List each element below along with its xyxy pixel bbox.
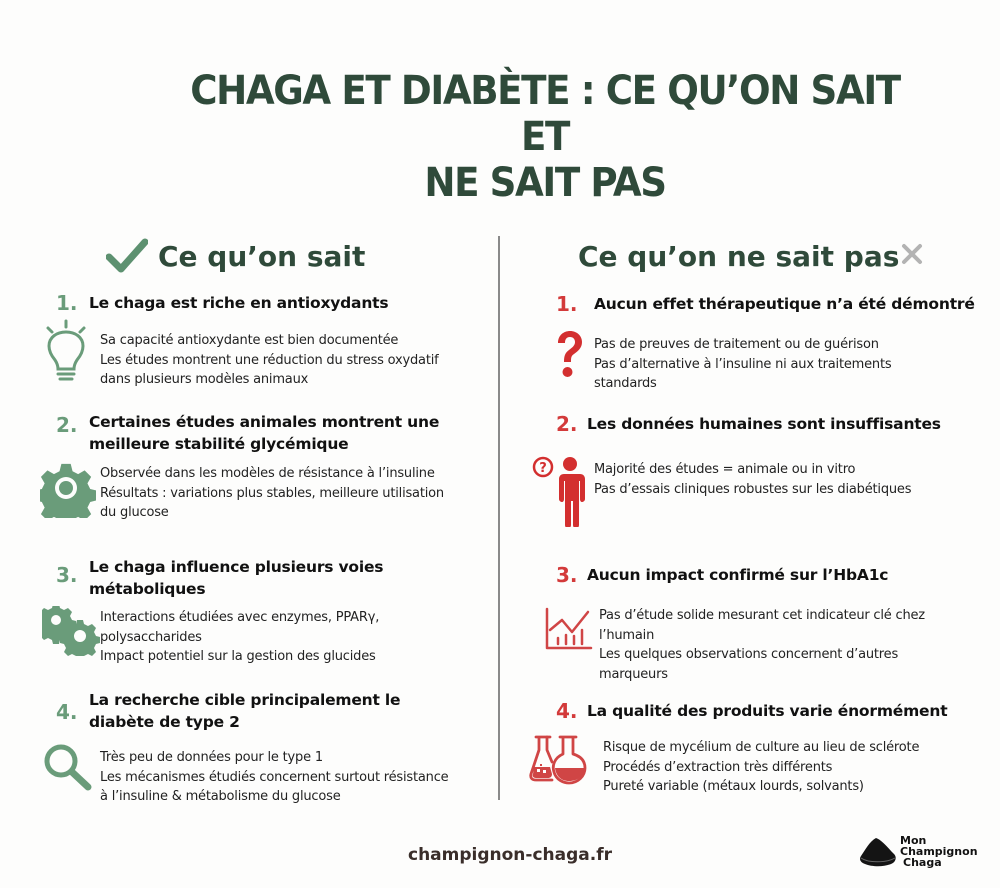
magnifier-icon — [42, 742, 94, 792]
item-title: Aucun effet thérapeutique n’a été démontré — [594, 295, 975, 313]
item-title: La qualité des produits varie énormément — [587, 702, 948, 720]
description-line: l’humain — [599, 627, 655, 643]
item-title — [89, 556, 383, 600]
website-url: champignon-chaga.fr — [408, 845, 612, 865]
description-line: Pas de preuves de traitement ou de guérison — [594, 337, 879, 352]
description-line: dans plusieurs modèles animaux — [100, 372, 309, 387]
chart-icon — [544, 606, 594, 652]
item-number: 4. — [556, 699, 578, 723]
description-line: marqueurs — [599, 666, 668, 682]
description-line: Les études montrent une réduction du stress oxydatif — [100, 352, 439, 368]
title-line-1: CHAGA ET DIABÈTE : CE QU’ON SAIT ET — [190, 68, 900, 160]
item-number: 3. — [56, 563, 78, 587]
unknown-item-2 — [556, 412, 986, 442]
known-item-1-description — [100, 331, 439, 390]
item-number: 2. — [56, 413, 78, 437]
person-question-icon — [532, 455, 588, 527]
item-title: Aucun impact confirmé sur l’HbA1c — [587, 566, 889, 584]
unknown-heading-text: Ce qu’on ne sait pas — [578, 239, 900, 273]
known-item-4 — [56, 688, 486, 738]
brand-name — [900, 835, 978, 868]
known-item-3-description — [100, 608, 379, 667]
title-line: meilleure stabilité glycémique — [89, 435, 349, 453]
item-number: 3. — [556, 563, 578, 587]
description-line: Procédés d’extraction très différents — [603, 759, 833, 775]
title-line: métaboliques — [89, 580, 206, 598]
flasks-icon — [528, 734, 588, 786]
description-line: du glucose — [100, 505, 169, 520]
item-number: 1. — [556, 292, 578, 316]
known-heading-text: Ce qu’on sait — [158, 239, 366, 273]
item-title: Le chaga est riche en antioxydants — [89, 294, 389, 312]
brand-line: Mon — [900, 834, 927, 847]
item-title — [89, 411, 439, 455]
item-number: 1. — [56, 291, 78, 315]
known-item-2 — [56, 410, 486, 460]
description-line: Pas d’alternative à l’insuline ni aux traitements — [594, 356, 892, 372]
svg-text:?: ? — [539, 461, 547, 476]
description-line: Interactions étudiées avec enzymes, PPARγ, — [100, 610, 380, 625]
item-number: 2. — [556, 412, 578, 436]
description-line: Majorité des études = animale ou in vitro — [594, 462, 856, 477]
description-line: Les quelques observations concernent d’autres — [599, 647, 899, 662]
unknown-item-1-description — [594, 335, 891, 394]
question-mark-icon — [554, 330, 584, 380]
known-item-3 — [56, 555, 486, 605]
description-line: Pas d’essais cliniques robustes sur les diabétiques — [594, 481, 912, 497]
description-line: Résultats : variations plus stables, meilleure utilisation — [100, 485, 444, 501]
known-item-4-description — [100, 748, 448, 807]
unknown-item-3-description — [599, 606, 925, 684]
description-line: Pas d’étude solide mesurant cet indicateur clé chez — [599, 608, 925, 623]
description-line: Sa capacité antioxydante est bien documentée — [100, 333, 399, 348]
item-number: 4. — [56, 700, 78, 724]
description-line: standards — [594, 376, 657, 391]
unknown-column-heading — [578, 234, 924, 278]
check-icon — [106, 237, 148, 275]
title-line: La recherche cible principalement le — [89, 691, 401, 709]
description-line: Les mécanismes étudiés concernent surtout résistance — [100, 769, 449, 785]
item-title: Les données humaines sont insuffisantes — [587, 415, 941, 433]
description-line: Observée dans les modèles de résistance à l’insuline — [100, 466, 435, 481]
brand-line: Champignon — [900, 845, 978, 858]
unknown-item-3 — [556, 563, 986, 593]
chaga-mushroom-logo-icon — [858, 836, 898, 868]
gears-icon — [42, 606, 100, 656]
title-line-2: NE SAIT PAS — [424, 160, 666, 206]
description-line: Pureté variable (métaux lourds, solvants) — [603, 779, 864, 794]
title-line: diabète de type 2 — [89, 713, 240, 731]
brand-logo — [858, 835, 978, 868]
brand-line: Chaga — [903, 856, 942, 869]
known-column-heading — [106, 234, 365, 278]
known-item-2-description — [100, 464, 444, 523]
page-title — [178, 68, 913, 206]
title-line: Certaines études animales montrent une — [89, 413, 440, 431]
description-line: polysaccharides — [100, 629, 202, 645]
cross-icon — [900, 242, 924, 266]
description-line: Impact potentiel sur la gestion des glucides — [100, 649, 376, 664]
column-divider — [498, 236, 500, 800]
description-line: à l’insuline & métabolisme du glucose — [100, 789, 341, 804]
unknown-item-4 — [556, 699, 986, 729]
description-line: Très peu de données pour le type 1 — [100, 750, 323, 765]
gear-icon — [40, 462, 96, 518]
title-line: Le chaga influence plusieurs voies — [89, 558, 384, 576]
lightbulb-icon — [40, 318, 92, 384]
unknown-item-4-description — [603, 738, 919, 797]
unknown-item-1 — [556, 292, 986, 322]
unknown-item-2-description — [594, 460, 911, 499]
description-line: Risque de mycélium de culture au lieu de sclérote — [603, 740, 920, 755]
item-title — [89, 689, 400, 733]
